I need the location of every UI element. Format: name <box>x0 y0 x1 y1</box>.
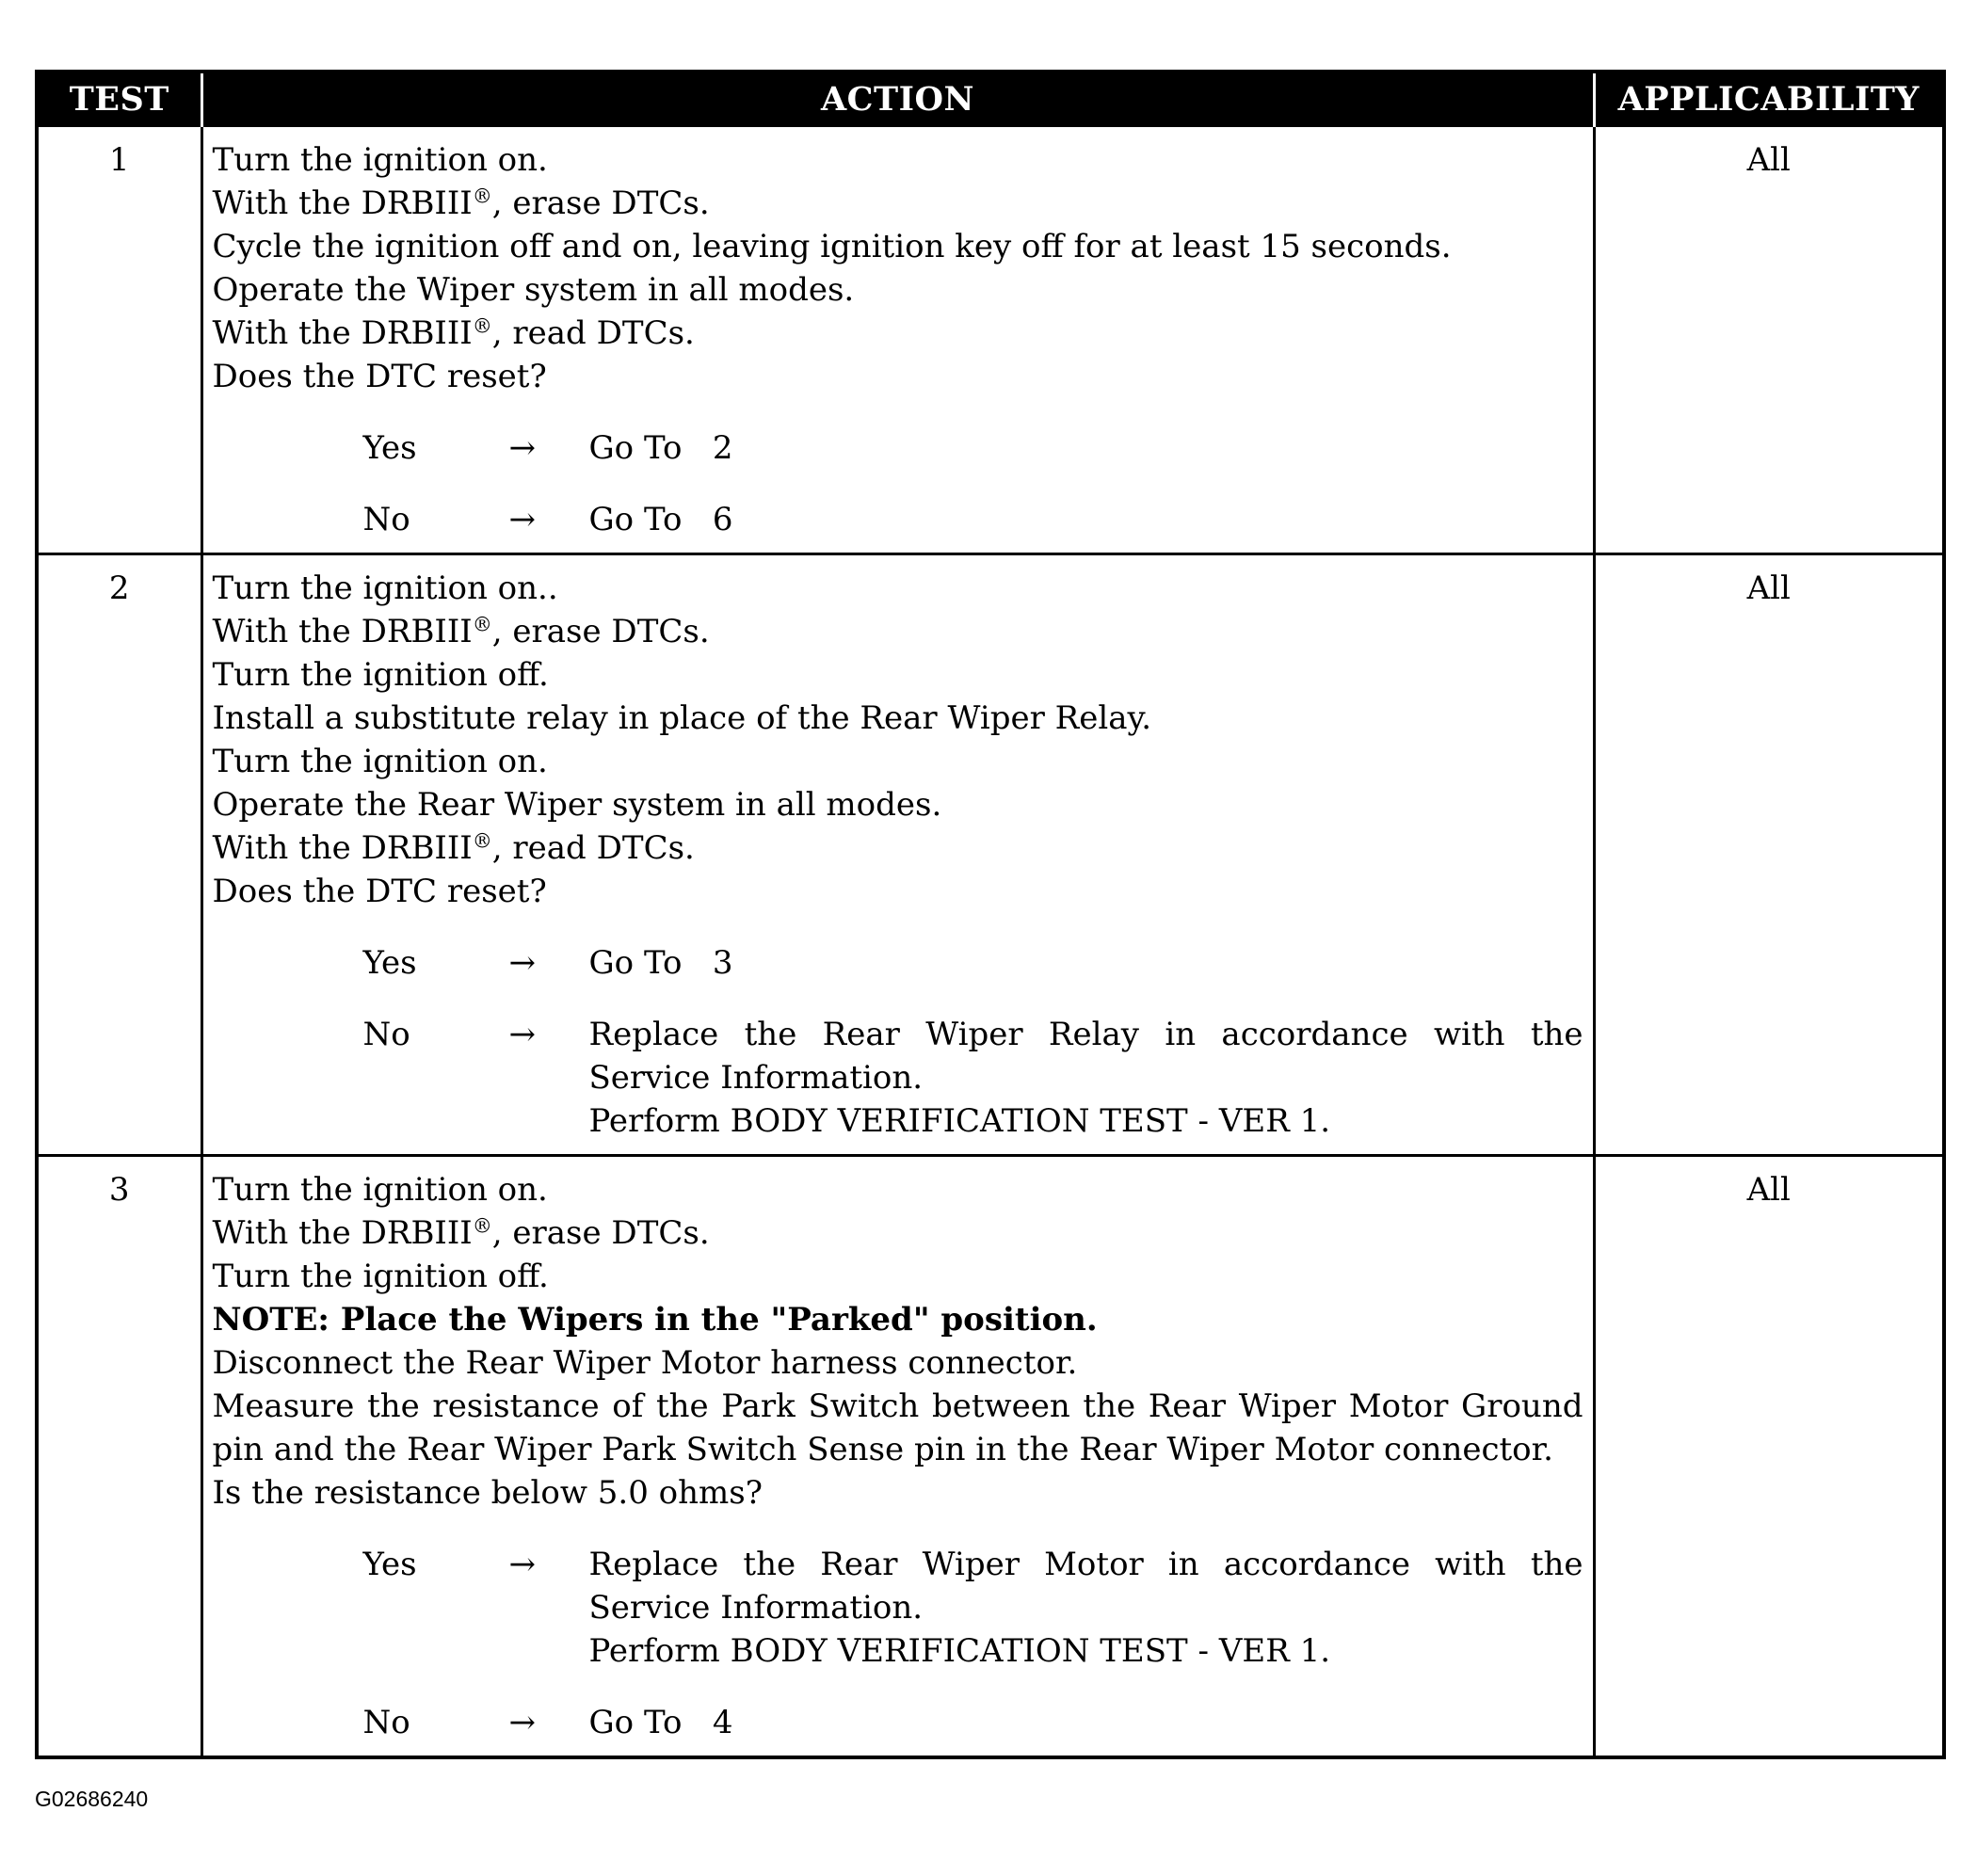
outcome-result <box>589 1013 1583 1143</box>
registered-mark: ® <box>472 828 492 853</box>
registered-mark: ® <box>472 313 492 338</box>
action-question: Is the resistance below 5.0 ohms? <box>212 1474 763 1512</box>
outcome-answer: Yes <box>362 944 417 982</box>
outcome-answer: No <box>362 1704 410 1741</box>
arrow-icon: → <box>508 1546 536 1583</box>
action-cell <box>201 126 1594 554</box>
result-line: Perform BODY VERIFICATION TEST - VER 1. <box>588 1102 1331 1140</box>
diagnostic-test-table <box>35 70 1946 1759</box>
outcome-no <box>213 1013 1583 1143</box>
action-step: Operate the Rear Wiper system in all modes. <box>212 786 942 824</box>
arrow-icon: → <box>508 1016 536 1053</box>
result-line: Perform BODY VERIFICATION TEST - VER 1. <box>588 1632 1331 1670</box>
action-step: Turn the ignition off. <box>212 1258 549 1295</box>
action-step: With the DRBIII®, erase DTCs. <box>212 612 710 650</box>
outcome-answer: No <box>362 501 410 538</box>
outcome-result: Go To 4 <box>588 1704 733 1741</box>
figure-id: G02686240 <box>35 1787 149 1811</box>
action-step: With the DRBIII®, read DTCs. <box>212 313 695 352</box>
outcome-result: Go To 3 <box>588 944 733 982</box>
table-header <box>37 72 1944 126</box>
action-cell <box>201 554 1594 1156</box>
action-question: Does the DTC reset? <box>212 358 547 395</box>
header-test: TEST <box>37 72 201 126</box>
outcome-answer: Yes <box>362 1546 417 1583</box>
outcome-yes <box>213 1543 1583 1673</box>
outcome-no <box>213 498 1583 541</box>
action-step: Install a substitute relay in place of the Rear Wiper Relay. <box>212 699 1152 737</box>
arrow-icon: → <box>508 501 536 538</box>
registered-mark: ® <box>472 612 492 636</box>
applicability-value: All <box>1594 1156 1944 1758</box>
test-number: 1 <box>37 126 201 554</box>
applicability-value: All <box>1594 554 1944 1156</box>
action-step: Turn the ignition on. <box>212 1171 548 1209</box>
table-row <box>37 126 1944 554</box>
arrow-icon: → <box>508 944 536 982</box>
outcome-yes <box>213 941 1583 985</box>
test-number: 3 <box>37 1156 201 1758</box>
action-step: Turn the ignition on. <box>212 743 548 780</box>
registered-mark: ® <box>472 1213 492 1238</box>
action-step: With the DRBIII®, read DTCs. <box>212 828 695 867</box>
header-action: ACTION <box>201 72 1594 126</box>
arrow-icon: → <box>508 1704 536 1741</box>
action-question: Does the DTC reset? <box>212 873 547 910</box>
outcome-yes <box>213 426 1583 470</box>
outcome-answer: No <box>362 1016 410 1053</box>
action-step: Turn the ignition off. <box>212 656 549 694</box>
result-line: Replace the Rear Wiper Relay in accordance with the Service Information. <box>588 1016 1583 1097</box>
outcome-result: Go To 2 <box>588 429 733 467</box>
header-applicability: APPLICABILITY <box>1594 72 1944 126</box>
action-step: With the DRBIII®, erase DTCs. <box>212 184 710 222</box>
outcome-answer: Yes <box>362 429 417 467</box>
arrow-icon: → <box>508 429 536 467</box>
action-step: Turn the ignition on. <box>212 141 548 179</box>
test-number: 2 <box>37 554 201 1156</box>
applicability-value: All <box>1594 126 1944 554</box>
action-step: Turn the ignition on.. <box>212 569 558 607</box>
outcome-result <box>589 1543 1583 1673</box>
action-step: With the DRBIII®, erase DTCs. <box>212 1213 710 1252</box>
action-step: Disconnect the Rear Wiper Motor harness connector. <box>212 1344 1078 1382</box>
action-cell <box>201 1156 1594 1758</box>
action-step: Measure the resistance of the Park Switch between the Rear Wiper Motor Ground pin and the Rear Wiper Park Switch Sense pin in the Rear Wiper Motor connector. <box>212 1387 1583 1468</box>
table-row <box>37 1156 1944 1758</box>
outcome-result: Go To 6 <box>588 501 733 538</box>
table-row <box>37 554 1944 1156</box>
action-note: NOTE: Place the Wipers in the "Parked" position. <box>212 1301 1098 1339</box>
registered-mark: ® <box>472 184 492 208</box>
action-step: Operate the Wiper system in all modes. <box>212 271 855 309</box>
action-step: Cycle the ignition off and on, leaving ignition key off for at least 15 seconds. <box>212 228 1452 265</box>
outcome-no <box>213 1701 1583 1744</box>
result-line: Replace the Rear Wiper Motor in accordance with the Service Information. <box>588 1546 1583 1627</box>
